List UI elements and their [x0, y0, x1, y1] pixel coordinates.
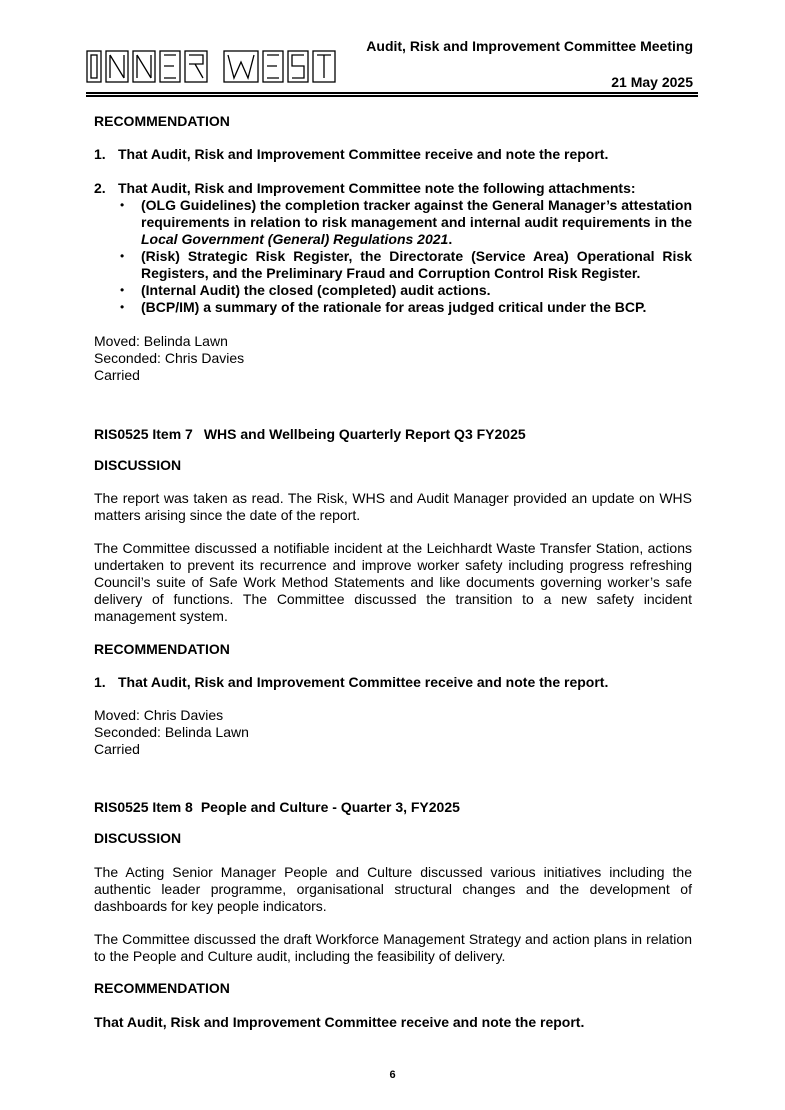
- recommendation-item: That Audit, Risk and Improvement Committee note the following attachments:: [118, 180, 636, 196]
- recommendation-heading: RECOMMENDATION: [94, 980, 230, 996]
- header-rule: [86, 92, 698, 94]
- bullet-icon: •: [120, 283, 125, 297]
- bullet-icon: •: [120, 249, 125, 263]
- item-code: RIS0525 Item 7: [94, 426, 193, 442]
- list-number: 1.: [94, 146, 106, 162]
- seconded-line: Seconded: Belinda Lawn: [94, 724, 249, 740]
- recommendation-heading: RECOMMENDATION: [94, 113, 230, 129]
- header-rule-secondary: [86, 95, 698, 97]
- list-number: 2.: [94, 180, 106, 196]
- meeting-date: 21 May 2025: [611, 74, 693, 90]
- recommendation-item: That Audit, Risk and Improvement Committee receive and note the report.: [118, 674, 609, 690]
- page-number: 6: [389, 1069, 396, 1081]
- carried-line: Carried: [94, 367, 140, 383]
- discussion-heading: DISCUSSION: [94, 830, 182, 846]
- discussion-heading: DISCUSSION: [94, 457, 182, 473]
- bullet-icon: •: [120, 198, 125, 212]
- seconded-line: Seconded: Chris Davies: [94, 350, 245, 366]
- discussion-paragraph: The report was taken as read. The Risk, WHS and Audit Manager provided an update on WHS matters arising since the date of the report.: [94, 490, 692, 523]
- attachment-bullet: (Internal Audit) the closed (completed) audit actions.: [141, 282, 491, 298]
- regulation-title: Local Government (General) Regulations 2021: [141, 231, 449, 247]
- inner-west-logo: [86, 50, 336, 84]
- attachment-bullet: (Risk) Strategic Risk Register, the Directorate (Service Area) Operational Risk Registers, and the Preliminary Fraud and Corruption Control Risk Register.: [141, 248, 692, 281]
- discussion-paragraph: The Committee discussed a notifiable incident at the Leichhardt Waste Transfer Station, actions undertaken to prevent its recurrence and improve worker safety including progress refreshing Council’s suite of Safe Work Method Statements and like documents governing worker’s safe delivery of functions. The Committee discussed the transition to a new safety incident management system.: [94, 540, 692, 624]
- moved-line: Moved: Belinda Lawn: [94, 333, 228, 349]
- bullet-icon: •: [120, 300, 125, 314]
- moved-line: Moved: Chris Davies: [94, 707, 224, 723]
- item-7-heading: [94, 426, 692, 443]
- recommendation-item: That Audit, Risk and Improvement Committee receive and note the report.: [94, 1014, 585, 1030]
- meeting-title: Audit, Risk and Improvement Committee Meeting: [366, 38, 693, 54]
- attachment-bullet: (BCP/IM) a summary of the rationale for areas judged critical under the BCP.: [141, 299, 647, 315]
- item-title: People and Culture - Quarter 3, FY2025: [200, 799, 460, 815]
- recommendation-heading: RECOMMENDATION: [94, 641, 230, 657]
- item-code: RIS0525 Item 8: [94, 799, 193, 815]
- carried-line: Carried: [94, 741, 140, 757]
- item-title: WHS and Wellbeing Quarterly Report Q3 FY2025: [203, 426, 526, 442]
- discussion-paragraph: The Acting Senior Manager People and Culture discussed various initiatives including the authentic leader programme, organisational structural changes and the development of dashboards for key people indicators.: [94, 864, 692, 914]
- recommendation-item: That Audit, Risk and Improvement Committee receive and note the report.: [118, 146, 609, 162]
- attachment-bullet: (OLG Guidelines) the completion tracker against the General Manager’s attestation requirements in relation to risk management and internal audit requirements in the Local Government (General) Regulations 2021.: [141, 197, 692, 247]
- item-8-heading: [94, 799, 692, 816]
- discussion-paragraph: The Committee discussed the draft Workforce Management Strategy and action plans in relation to the People and Culture audit, including the feasibility of delivery.: [94, 931, 692, 964]
- list-number: 1.: [94, 674, 106, 690]
